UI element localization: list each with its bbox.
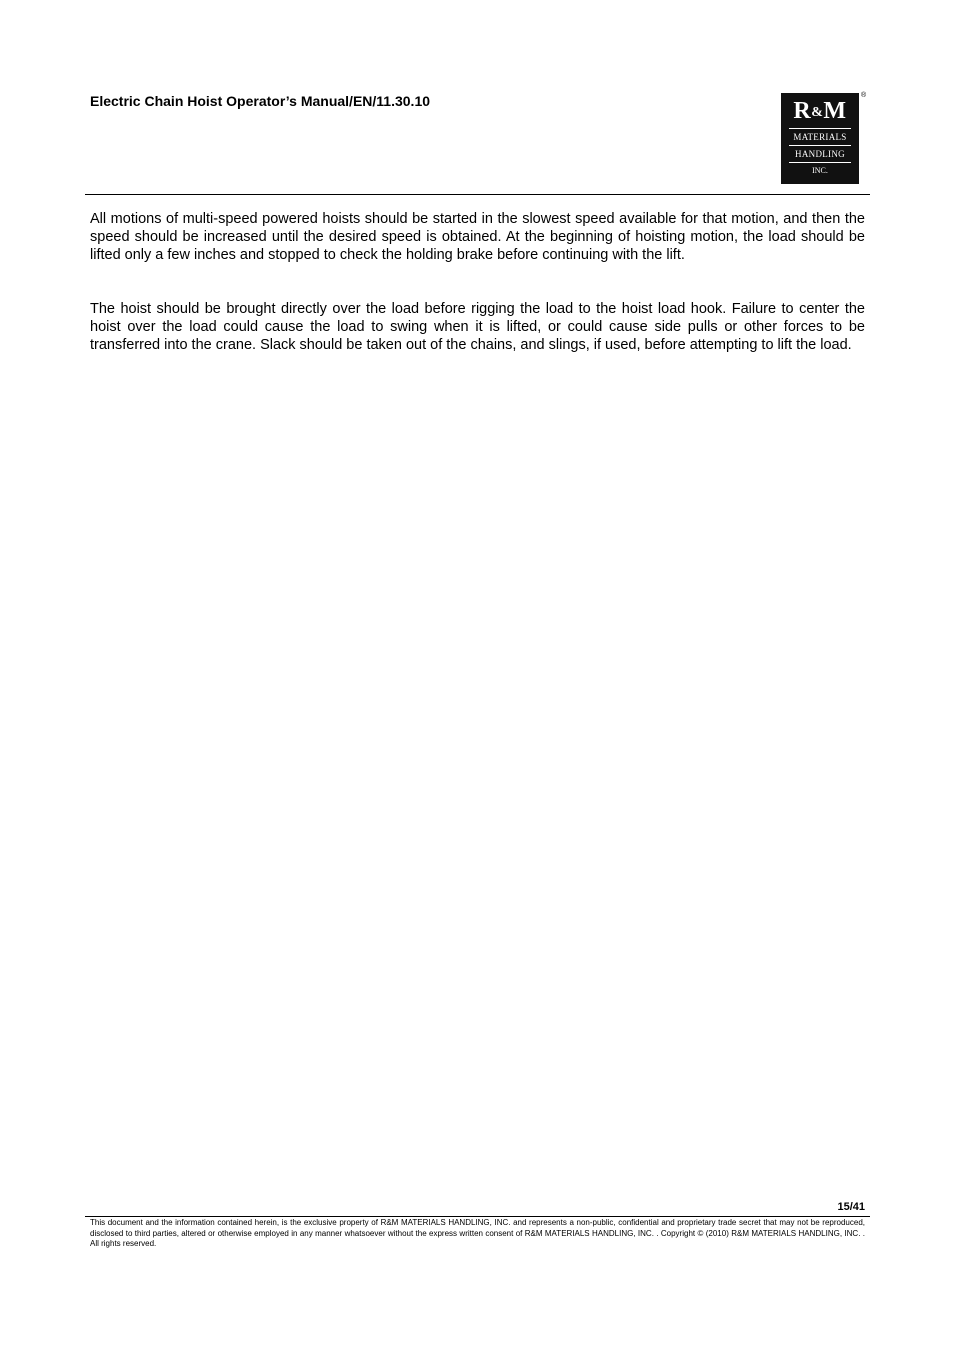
logo-name: R&M [793, 98, 847, 124]
document-title: Electric Chain Hoist Operator’s Manual/EN/11.30.10 [90, 93, 431, 109]
logo-line2: HANDLING [795, 149, 845, 159]
logo-line1: MATERIALS [793, 132, 847, 142]
body-paragraph: The hoist should be brought directly over the load before rigging the load to the hoist load hook. Failure to center the hoist over the load could cause the load to swing when it is lifted, or could cause side pulls or other forces to be transferred into the crane. Slack should be taken out of the chains, and slings, if used, before attempting to lift the load. [90, 301, 865, 353]
logo-divider [789, 145, 851, 146]
header-divider [85, 194, 870, 195]
footer-divider [85, 1216, 870, 1217]
page-number: 15/41 [837, 1201, 865, 1213]
body-paragraph: All motions of multi-speed powered hoists should be started in the slowest speed available for that motion, and then the speed should be increased until the desired speed is obtained. At the beginning of hoisting motion, the load should be lifted only a few inches and stopped to check the holding brake before continuing with the lift. [90, 211, 865, 263]
registered-mark: ® [861, 92, 867, 99]
footer-legal-notice: This document and the information contained herein, is the exclusive property of R&M MATERIALS HANDLING, INC. and represents a non-public, confidential and proprietary trade secret that may not be reproduced, disclosed to third parties, altered or otherwise employed in any manner whatsoever without the express written consent of R&M MATERIALS HANDLING, INC. . Copyright © (2010) R&M MATERIALS HANDLING, INC. . All rights reserved. [90, 1218, 865, 1248]
logo-line3: INC. [812, 166, 828, 175]
logo-divider [789, 128, 851, 129]
logo-divider [789, 162, 851, 163]
company-logo [781, 93, 859, 184]
